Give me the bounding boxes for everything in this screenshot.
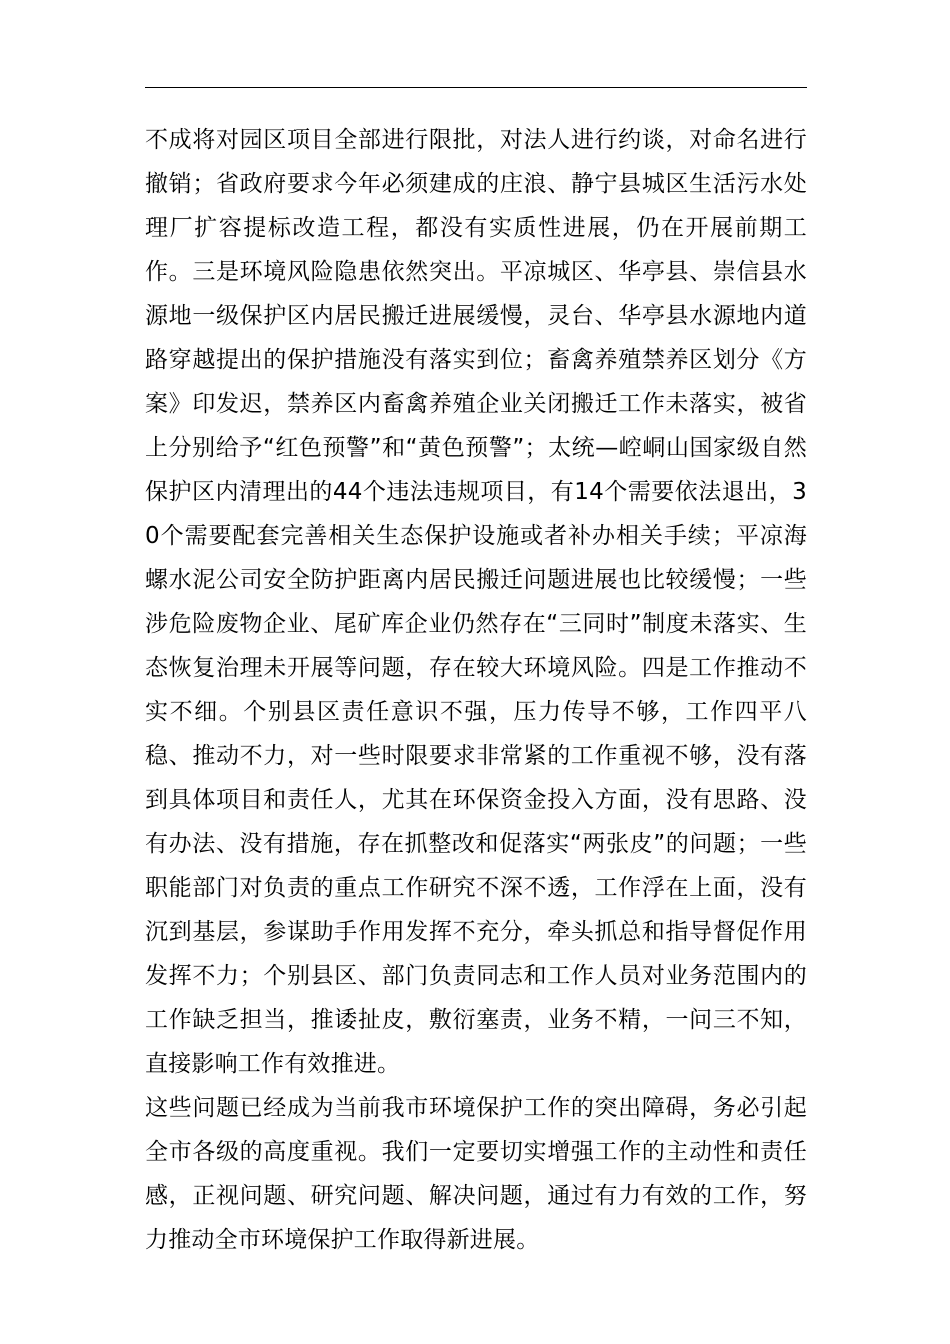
document-body <box>145 118 807 1262</box>
header-rule <box>145 87 807 88</box>
paragraph-continuation: 不成将对园区项目全部进行限批，对法人进行约谈，对命名进行撤销；省政府要求今年必须建成的庄浪、静宁县城区生活污水处理厂扩容提标改造工程，都没有实质性进展，仍在开展前期工作。三是环境风险隐患依然突出。平凉城区、华亭县、崇信县水源地一级保护区内居民搬迁进展缓慢，灵台、华亭县水源地内道路穿越提出的保护措施没有落实到位；畜禽养殖禁养区划分《方案》印发迟，禁养区内畜禽养殖企业关闭搬迁工作未落实，被省上分别给予“红色预警”和“黄色预警”；太统—崆峒山国家级自然保护区内清理出的44个违法违规项目，有14个需要依法退出，30个需要配套完善相关生态保护设施或者补办相关手续；平凉海螺水泥公司安全防护距离内居民搬迁问题进展也比较缓慢；一些涉危险废物企业、尾矿库企业仍然存在“三同时”制度未落实、生态恢复治理未开展等问题，存在较大环境风险。四是工作推动不实不细。个别县区责任意识不强，压力传导不够，工作四平八稳、推动不力，对一些时限要求非常紧的工作重视不够，没有落到具体项目和责任人，尤其在环保资金投入方面，没有思路、没有办法、没有措施，存在抓整改和促落实“两张皮”的问题；一些职能部门对负责的重点工作研究不深不透，工作浮在上面，没有沉到基层，参谋助手作用发挥不充分，牵头抓总和指导督促作用发挥不力；个别县区、部门负责同志和工作人员对业务范围内的工作缺乏担当，推诿扯皮，敷衍塞责，业务不精，一问三不知，直接影响工作有效推进。 <box>145 127 807 1077</box>
paragraph-conclusion: 这些问题已经成为当前我市环境保护工作的突出障碍，务必引起全市各级的高度重视。我们一定要切实增强工作的主动性和责任感，正视问题、研究问题、解决问题，通过有力有效的工作，努力推动全市环境保护工作取得新进展。 <box>145 1095 807 1253</box>
